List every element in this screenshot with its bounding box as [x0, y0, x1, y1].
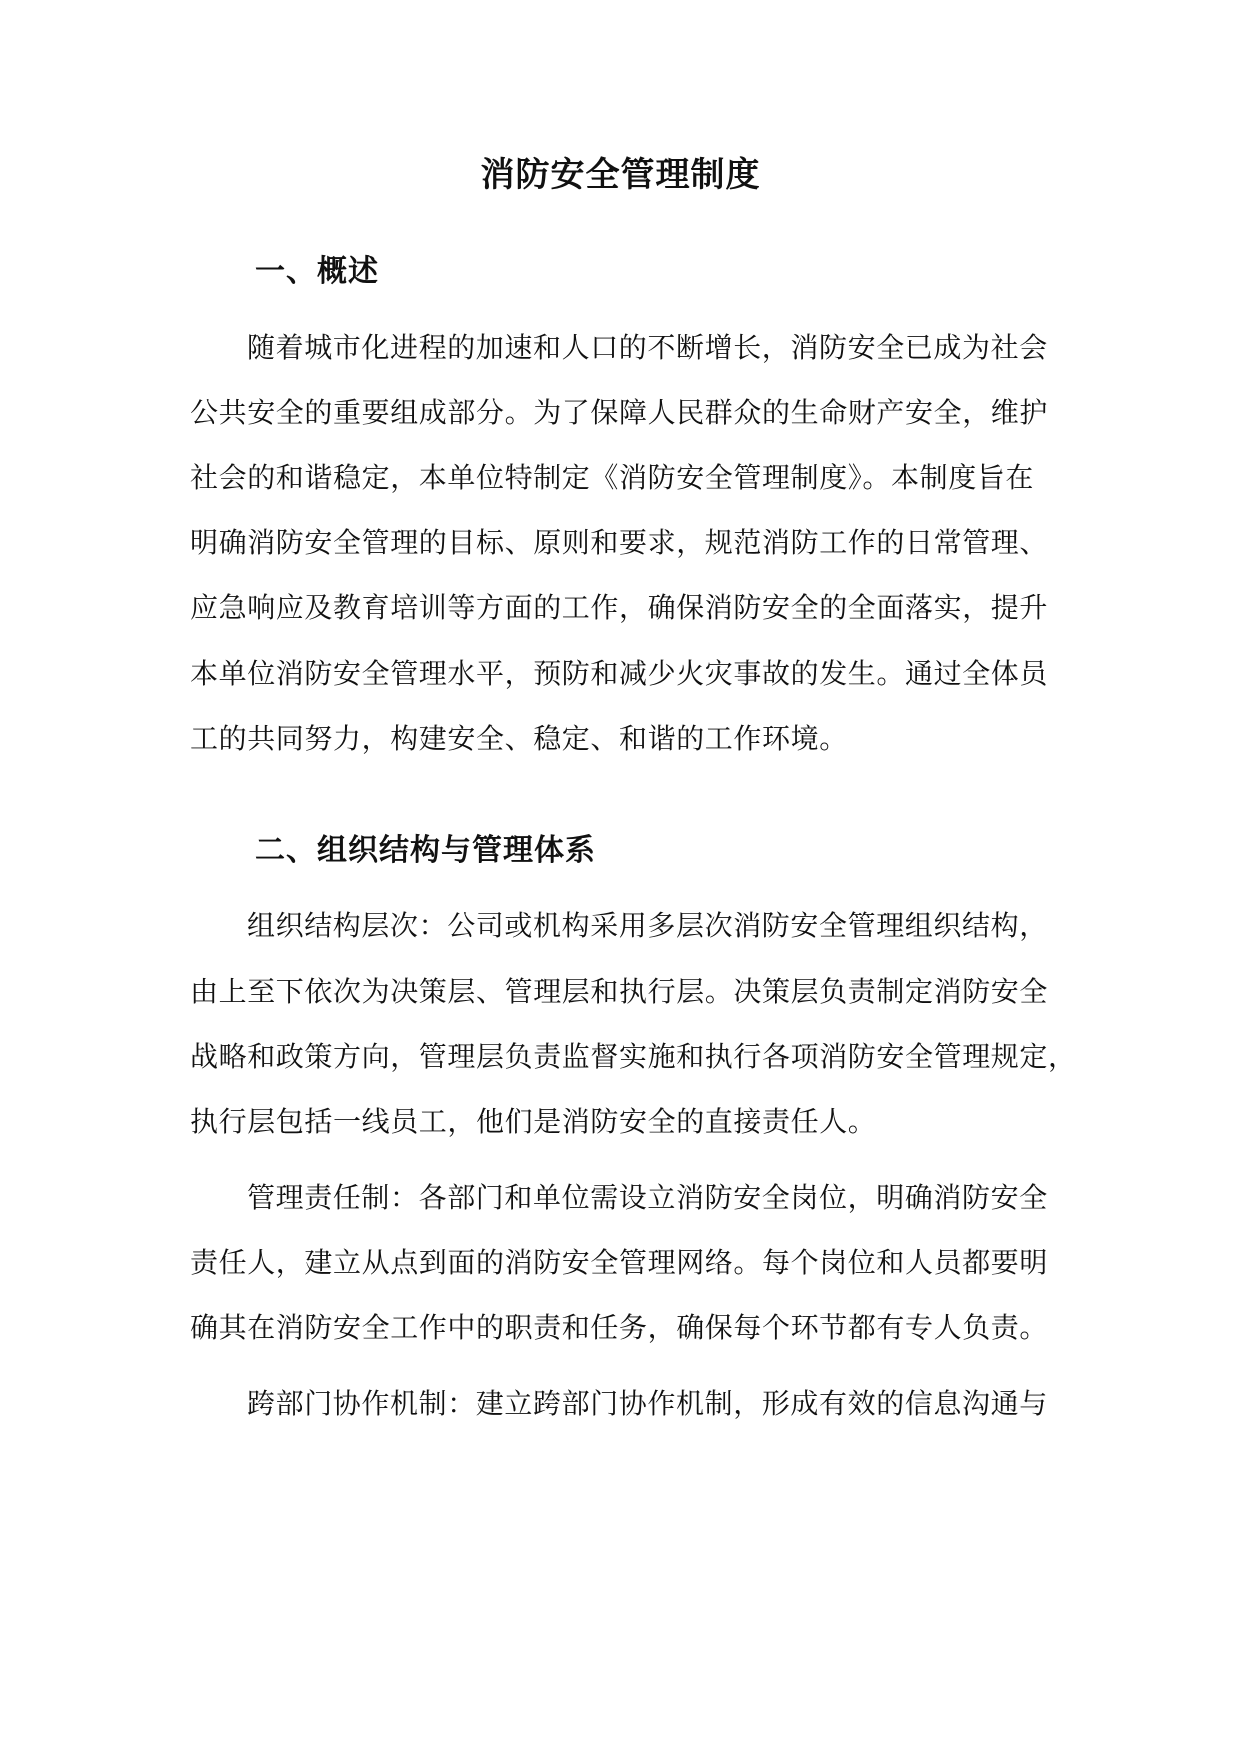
paragraph-line: 工的共同努力，构建安全、稳定、和谐的工作环境。	[190, 722, 848, 755]
paragraph-line: 本单位消防安全管理水平，预防和减少火灾事故的发生。通过全体员	[190, 657, 1049, 690]
paragraph-line: 应急响应及教育培训等方面的工作，确保消防安全的全面落实，提升	[190, 591, 1049, 624]
paragraph-line: 社会的和谐稳定，本单位特制定《消防安全管理制度》。本制度旨在	[190, 461, 1035, 494]
section-heading-overview: 一、概述	[255, 254, 379, 289]
paragraph-line: 确其在消防安全工作中的职责和任务，确保每个环节都有专人负责。	[190, 1311, 1049, 1344]
paragraph-line: 明确消防安全管理的目标、原则和要求，规范消防工作的日常管理、	[190, 526, 1049, 559]
paragraph-line: 随着城市化进程的加速和人口的不断增长，消防安全已成为社会	[247, 331, 1048, 364]
paragraph-line: 战略和政策方向，管理层负责监督实施和执行各项消防安全管理规定，	[190, 1040, 1077, 1073]
paragraph-line: 组织结构层次：公司或机构采用多层次消防安全管理组织结构，	[247, 909, 1048, 942]
paragraph-line: 由上至下依次为决策层、管理层和执行层。决策层负责制定消防安全	[190, 975, 1049, 1008]
paragraph-line: 跨部门协作机制：建立跨部门协作机制，形成有效的信息沟通与	[247, 1387, 1048, 1420]
paragraph-line: 执行层包括一线员工，他们是消防安全的直接责任人。	[190, 1105, 877, 1138]
section-heading-organization: 二、组织结构与管理体系	[255, 833, 596, 868]
paragraph-line: 公共安全的重要组成部分。为了保障人民群众的生命财产安全，维护	[190, 396, 1049, 429]
document-title: 消防安全管理制度	[480, 155, 761, 195]
paragraph-line: 责任人，建立从点到面的消防安全管理网络。每个岗位和人员都要明	[190, 1246, 1049, 1279]
paragraph-line: 管理责任制：各部门和单位需设立消防安全岗位，明确消防安全	[247, 1181, 1048, 1214]
